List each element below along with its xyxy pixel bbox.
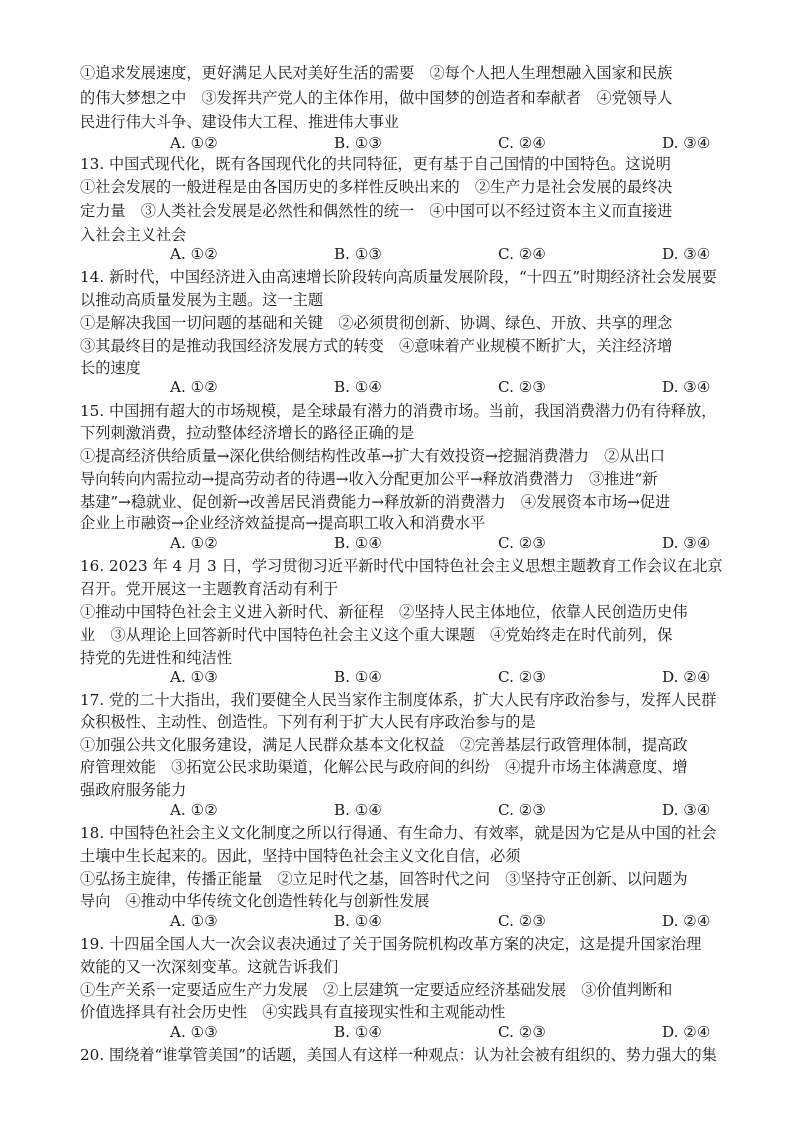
q12-option-line-3: 民进行伟大斗争、建设伟大工程、推进伟大事业 xyxy=(80,113,399,131)
choice-d[interactable]: D. ③④ xyxy=(662,801,711,819)
choice-d[interactable]: D. ③④ xyxy=(662,378,711,396)
q13-option-line-2: 定力量 ③人类社会发展是必然性和偶然性的统一 ④中国可以不经过资本主义而直接进 xyxy=(80,202,673,220)
choice-d[interactable]: D. ③④ xyxy=(662,245,711,263)
choice-c[interactable]: C. ②④ xyxy=(498,134,546,152)
q15-option-line-3: 基建”→稳就业、促创新→改善居民消费能力→释放新的消费潜力 ④发展资本市场→促进 xyxy=(80,493,671,511)
choice-b[interactable]: B. ①④ xyxy=(334,668,383,686)
choice-a[interactable]: A. ①② xyxy=(170,134,218,152)
choice-b[interactable]: B. ①④ xyxy=(334,378,383,396)
q14-option-line-1: ①是解决我国一切问题的基础和关键 ②必须贯彻创新、协调、绿色、开放、共享的理念 xyxy=(80,314,673,332)
choice-b[interactable]: B. ①④ xyxy=(334,912,383,930)
q17-stem-line-1: 17. 党的二十大指出，我们要健全人民当家作主制度体系，扩大人民有序政治参与，发挥人民群 xyxy=(80,691,717,709)
q12-option-line-2: 的伟大梦想之中 ③发挥共产党人的主体作用，做中国梦的创造者和奉献者 ④党领导人 xyxy=(80,89,673,107)
choice-a[interactable]: A. ①③ xyxy=(170,1023,218,1041)
q14-option-line-2: ③其最终目的是推动我国经济发展方式的转变 ④意味着产业规模不断扩大，关注经济增 xyxy=(80,337,673,355)
choice-c[interactable]: C. ②③ xyxy=(498,912,546,930)
q19-stem-line-1: 19. 十四届全国人大一次会议表决通过了关于国务院机构改革方案的决定，这是提升国家治理 xyxy=(80,935,702,953)
q14-stem-line-1: 14. 新时代，中国经济进入由高速增长阶段转向高质量发展阶段，“十四五”时期经济社会发展要 xyxy=(80,268,717,286)
q14-option-line-3: 长的速度 xyxy=(80,359,141,377)
q15-option-line-4: 企业上市融资→企业经济效益提高→提高职工收入和消费水平 xyxy=(80,514,486,532)
choice-b[interactable]: B. ①③ xyxy=(334,245,383,263)
q17-stem-line-2: 众积极性、主动性、创造性。下列有利于扩大人民有序政治参与的是 xyxy=(80,713,536,731)
choice-d[interactable]: D. ②④ xyxy=(662,1023,711,1041)
q18-option-line-1: ①弘扬主旋律，传播正能量 ②立足时代之基，回答时代之问 ③坚持守正创新、以问题为 xyxy=(80,870,688,888)
q12-option-line-1: ①追求发展速度，更好满足人民对美好生活的需要 ②每个人把人生理想融入国家和民族 xyxy=(80,64,673,82)
choice-a[interactable]: A. ①② xyxy=(170,801,218,819)
q19-option-line-1: ①生产关系一定要适应生产力发展 ②上层建筑一定要适应经济基础发展 ③价值判断和 xyxy=(80,981,673,999)
choice-c[interactable]: C. ②④ xyxy=(498,245,546,263)
q16-option-line-1: ①推动中国特色社会主义进入新时代、新征程 ②坚持人民主体地位，依靠人民创造历史伟 xyxy=(80,603,688,621)
choice-d[interactable]: D. ③④ xyxy=(662,534,711,552)
q15-stem-line-1: 15. 中国拥有超大的市场规模，是全球最有潜力的消费市场。当前，我国消费潜力仍有待释放， xyxy=(80,402,717,420)
q16-stem-line-2: 召开。党开展这一主题教育活动有利于 xyxy=(80,580,339,598)
choice-c[interactable]: C. ②③ xyxy=(498,534,546,552)
q17-option-line-3: 强政府服务能力 xyxy=(80,781,187,799)
choice-a[interactable]: A. ①③ xyxy=(170,668,218,686)
choice-c[interactable]: C. ②③ xyxy=(498,378,546,396)
choice-b[interactable]: B. ①③ xyxy=(334,134,383,152)
q15-option-line-2: 导向转向内需拉动→提高劳动者的待遇→收入分配更加公平→释放消费潜力 ③推进“新 xyxy=(80,470,658,488)
choice-b[interactable]: B. ①④ xyxy=(334,801,383,819)
q14-stem-line-2: 以推动高质量发展为主题。这一主题 xyxy=(80,291,323,309)
q15-stem-line-2: 下列刺激消费，拉动整体经济增长的路径正确的是 xyxy=(80,424,415,442)
choice-a[interactable]: A. ①② xyxy=(170,534,218,552)
choice-a[interactable]: A. ①③ xyxy=(170,912,218,930)
choice-d[interactable]: D. ②④ xyxy=(662,912,711,930)
q18-option-line-2: 导向 ④推动中华传统文化创造性转化与创新性发展 xyxy=(80,892,430,910)
q19-stem-line-2: 效能的又一次深刻变革。这就告诉我们 xyxy=(80,958,339,976)
choice-a[interactable]: A. ①② xyxy=(170,378,218,396)
q15-option-line-1: ①提高经济供给质量→深化供给侧结构性改革→扩大有效投资→挖掘消费潜力 ②从出口 xyxy=(80,447,665,465)
choice-c[interactable]: C. ②③ xyxy=(498,801,546,819)
choice-a[interactable]: A. ①② xyxy=(170,245,218,263)
q19-option-line-2: 价值选择具有社会历史性 ④实践具有直接现实性和主观能动性 xyxy=(80,1003,506,1021)
q16-option-line-2: 业 ③从理论上回答新时代中国特色社会主义这个重大课题 ④党始终走在时代前列，保 xyxy=(80,626,673,644)
q16-stem-line-1: 16. 2023 年 4 月 3 日，学习贯彻习近平新时代中国特色社会主义思想主题教育工作会议在北京 xyxy=(80,557,723,575)
q18-stem-line-2: 土壤中生长起来的。因此，坚持中国特色社会主义文化自信，必须 xyxy=(80,847,521,865)
choice-c[interactable]: C. ②③ xyxy=(498,668,546,686)
choice-b[interactable]: B. ①④ xyxy=(334,534,383,552)
choice-d[interactable]: D. ②④ xyxy=(662,668,711,686)
choice-b[interactable]: B. ①④ xyxy=(334,1023,383,1041)
q13-option-line-3: 入社会主义社会 xyxy=(80,226,187,244)
q17-option-line-1: ①加强公共文化服务建设，满足人民群众基本文化权益 ②完善基层行政管理体制，提高政 xyxy=(80,736,688,754)
choice-d[interactable]: D. ③④ xyxy=(662,134,711,152)
q16-option-line-3: 持党的先进性和纯洁性 xyxy=(80,649,232,667)
q13-option-line-1: ①社会发展的一般进程是由各国历史的多样性反映出来的 ②生产力是社会发展的最终决 xyxy=(80,178,673,196)
q14-choices xyxy=(80,374,794,400)
q18-stem-line-1: 18. 中国特色社会主义文化制度之所以行得通、有生命力、有效率，就是因为它是从中国的社会 xyxy=(80,824,717,842)
choice-c[interactable]: C. ②③ xyxy=(498,1023,546,1041)
q13-stem: 13. 中国式现代化，既有各国现代化的共同特征，更有基于自己国情的中国特色。这说明 xyxy=(80,155,671,173)
q17-option-line-2: 府管理效能 ③拓宽公民求助渠道，化解公民与政府间的纠纷 ④提升市场主体满意度、增 xyxy=(80,758,688,776)
q20-stem-line-1: 20. 围绕着“谁掌管美国”的话题，美国人有这样一种观点：认为社会被有组织的、势力强大的集 xyxy=(80,1046,717,1064)
